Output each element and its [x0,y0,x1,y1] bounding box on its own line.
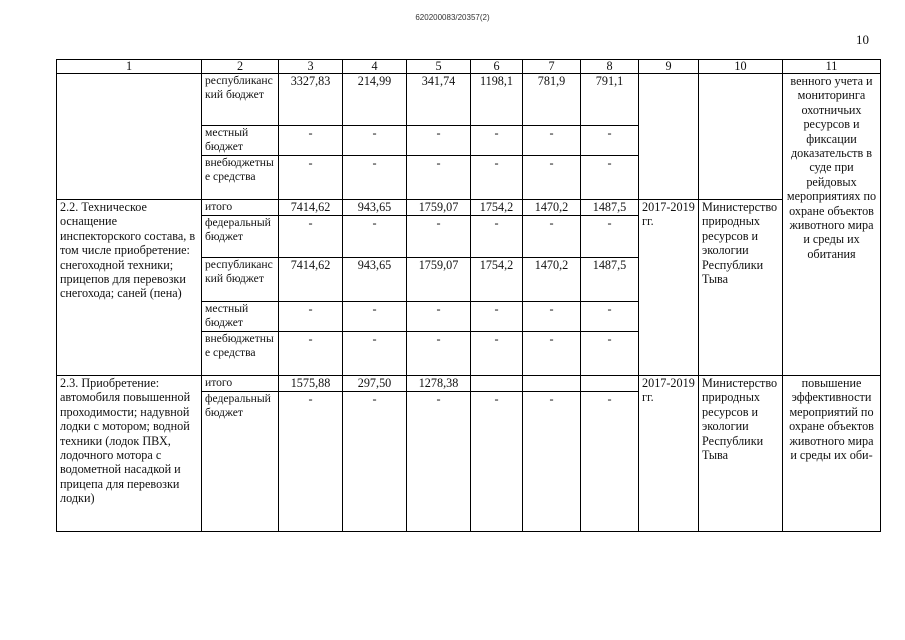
value-cell: 3327,83 [279,74,343,126]
activity-name-cell: 2.3. Приобретение: автомобиля повышенной проходимости; надувной лодки с мотором; водной техники (лодок ПВХ, лодочного мотора с водометной насадкой и прицепа для перевозки лодки) [57,376,202,532]
value-cell: - [343,392,407,532]
value-cell: 1759,07 [407,200,471,216]
value-cell: 943,65 [343,258,407,302]
value-cell: - [523,126,581,156]
funding-source-cell: местный бюджет [202,126,279,156]
value-cell: 791,1 [581,74,639,126]
value-cell: - [581,156,639,200]
value-cell: - [407,156,471,200]
value-cell: 214,99 [343,74,407,126]
value-cell: 7414,62 [279,258,343,302]
value-cell: 7414,62 [279,200,343,216]
page-number: 10 [856,32,869,47]
value-cell: - [523,332,581,376]
value-cell: 1487,5 [581,200,639,216]
value-cell: - [343,302,407,332]
header-row [57,60,881,74]
header-cell: 7 [523,60,581,74]
funding-source-cell: внебюджетные средства [202,332,279,376]
program-table [56,59,881,532]
value-cell [523,376,581,392]
table-row [57,200,881,216]
value-cell: - [279,332,343,376]
value-cell: 1278,38 [407,376,471,392]
value-cell: - [407,216,471,258]
executor-cell [699,74,783,200]
value-cell: - [581,216,639,258]
value-cell: - [581,332,639,376]
value-cell: - [523,302,581,332]
value-cell: 1470,2 [523,200,581,216]
value-cell: - [407,392,471,532]
table-row [57,376,881,392]
value-cell: - [343,216,407,258]
activity-name-cell [57,74,202,200]
value-cell: - [279,126,343,156]
header-cell: 3 [279,60,343,74]
value-cell: 1759,07 [407,258,471,302]
value-cell: 943,65 [343,200,407,216]
value-cell: - [523,156,581,200]
funding-source-cell: республиканский бюджет [202,74,279,126]
header-cell: 4 [343,60,407,74]
value-cell: - [279,302,343,332]
value-cell: - [407,332,471,376]
value-cell: - [523,216,581,258]
funding-source-cell: федеральный бюджет [202,216,279,258]
value-cell: 1198,1 [471,74,523,126]
value-cell: 1575,88 [279,376,343,392]
value-cell [471,376,523,392]
value-cell: - [471,216,523,258]
executor-cell: Министерство природных ресурсов и экологии Республики Тыва [699,376,783,532]
value-cell: 781,9 [523,74,581,126]
value-cell: - [279,216,343,258]
value-cell: - [471,302,523,332]
executor-cell: Министерство природных ресурсов и экологии Республики Тыва [699,200,783,376]
value-cell: - [279,156,343,200]
document-id: 620200083/20357(2) [415,13,490,22]
funding-source-cell: местный бюджет [202,302,279,332]
value-cell: 341,74 [407,74,471,126]
table-row [57,74,881,126]
result-cell: повышение эффективности мероприятий по охране объектов животного мира и среды их оби- [783,376,881,532]
period-cell: 2017-2019 гг. [639,376,699,532]
value-cell [581,376,639,392]
header-cell: 2 [202,60,279,74]
funding-source-cell: федеральный бюджет [202,392,279,532]
value-cell: - [343,332,407,376]
value-cell: 1470,2 [523,258,581,302]
value-cell: - [407,302,471,332]
funding-source-cell: итого [202,376,279,392]
value-cell: - [343,126,407,156]
value-cell: - [581,126,639,156]
header-cell: 5 [407,60,471,74]
period-cell: 2017-2019 гг. [639,200,699,376]
value-cell: - [279,392,343,532]
header-cell: 11 [783,60,881,74]
value-cell: 1754,2 [471,258,523,302]
funding-source-cell: итого [202,200,279,216]
value-cell: - [407,126,471,156]
value-cell: - [523,392,581,532]
value-cell: 1487,5 [581,258,639,302]
header-cell: 6 [471,60,523,74]
value-cell: 1754,2 [471,200,523,216]
activity-name-cell: 2.2. Техническое оснащение инспекторского состава, в том числе приобретение: снегоходной техники; прицепов для перевозки снегохода; саней (пена) [57,200,202,376]
result-cell: венного учета и мониторинга охотничьих ресурсов и фиксации доказательств в суде при рейдовых мероприятиях по охране объектов животного мира и среды их обитания [783,74,881,376]
header-cell: 8 [581,60,639,74]
header-cell: 10 [699,60,783,74]
value-cell: 297,50 [343,376,407,392]
header-cell: 1 [57,60,202,74]
value-cell: - [471,332,523,376]
funding-source-cell: внебюджетные средства [202,156,279,200]
period-cell [639,74,699,200]
funding-source-cell: республиканский бюджет [202,258,279,302]
value-cell: - [471,392,523,532]
header-cell: 9 [639,60,699,74]
value-cell: - [581,392,639,532]
value-cell: - [581,302,639,332]
value-cell: - [471,126,523,156]
value-cell: - [343,156,407,200]
value-cell: - [471,156,523,200]
